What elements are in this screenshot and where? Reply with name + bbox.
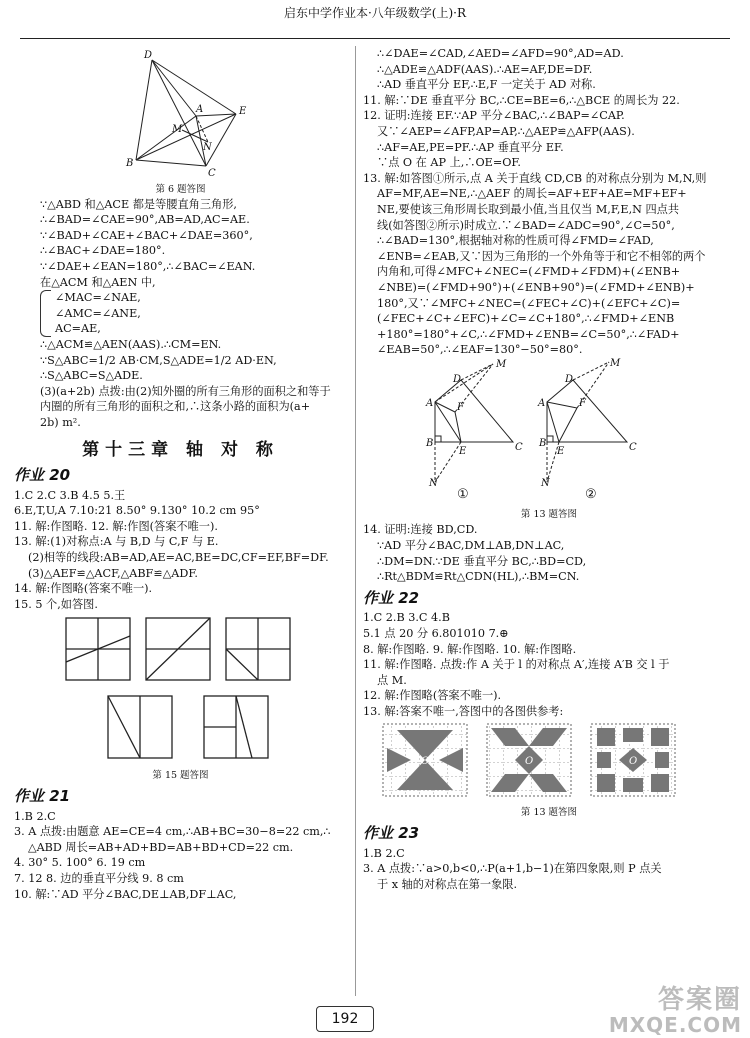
text-line: AF=MF,AE=NE,∴△AEF 的周长=AF+EF+AE=MF+EF+ <box>377 187 687 201</box>
text-line: 5.1 点 20 分 6.801010 7.⊕ <box>363 627 509 641</box>
text-line: ∴∠DAE=∠CAD,∠AED=∠AFD=90°,AD=AD. <box>377 47 624 60</box>
text-line: 1.C 2.B 3.C 4.B <box>363 611 450 625</box>
text-line: ∠NBE)=(∠FMD+90°)+(∠ENB+90°)=(∠FMD+∠ENB)+ <box>377 280 695 294</box>
fig13a-label: A <box>538 397 546 409</box>
text-line: 12. 证明:连接 EF.∵AP 平分∠BAC,∴∠BAP=∠CAP. <box>363 109 625 123</box>
text-line: ∴AD 垂直平分 EF,∴E,F 一定关于 AD 对称. <box>377 78 596 92</box>
hw22-title: 作业 22 <box>363 588 420 607</box>
text-line: ∴Rt△BDM≌Rt△CDN(HL),∴BM=CN. <box>377 570 580 584</box>
text-line: ∠AMC=∠ANE, <box>55 306 141 320</box>
text-line: AC=AE, <box>55 322 101 336</box>
fig13a-caption: 第 13 题答图 <box>520 509 578 521</box>
pattern-panel-2 <box>487 724 571 796</box>
fig13a-label: M <box>610 357 621 369</box>
text-line: 6.E,T,U,A 7.10:21 8.50° 9.130° 10.2 cm 95° <box>14 504 260 518</box>
watermark-text: 答案圈 <box>657 985 742 1015</box>
fig6-label: M <box>172 124 183 135</box>
fig6-label: D <box>144 50 153 61</box>
text-line: ∵∠BAD+∠CAE+∠BAC+∠DAE=360°, <box>40 228 253 242</box>
fig13a-label: F <box>579 397 586 409</box>
grid-center-label: O <box>421 755 430 767</box>
text-line: 11. 解:作图略. 点拨:作 A 关于 l 的对称点 A′,连接 A′B 交 l 于 <box>363 658 670 672</box>
fig13a-label: N <box>429 477 438 489</box>
header-rule <box>20 38 730 39</box>
fig13a-label: M <box>496 358 507 370</box>
text-line: ∵AD 平分∠BAC,DM⊥AB,DN⊥AC, <box>377 539 565 553</box>
text-line: 1.B 2.C <box>14 809 56 823</box>
text-line: 线(如答图②所示)时成立.∵∠BAD=∠ADC=90°,∠C=50°, <box>377 218 675 232</box>
text-line: 13. 解:(1)对称点:A 与 B,D 与 C,F 与 E. <box>14 535 219 549</box>
text-line: 13. 解:如答图①所示,点 A 关于直线 CD,CB 的对称点分别为 M,N,则 <box>363 171 707 185</box>
text-line: ∴AF=AE,PE=PF.∴AP 垂直平分 EF. <box>377 140 564 154</box>
text-line: 7. 12 8. 边的垂直平分线 9. 8 cm <box>14 872 184 885</box>
pattern-panel-1 <box>383 724 467 796</box>
figure-13b <box>363 720 735 802</box>
fig13a-label: A <box>426 397 434 409</box>
fig13a-label: E <box>459 445 467 457</box>
figure-13a <box>363 358 735 504</box>
text-line: 2b) m². <box>40 415 81 429</box>
fig6-label: C <box>208 168 216 178</box>
grid-center-label: O <box>629 755 638 767</box>
text-line: △ABD 周长=AB+AD+BD=AB+BD+CD=22 cm. <box>28 840 294 854</box>
fig13a-label: B <box>539 437 547 449</box>
pattern-panel-3 <box>591 724 675 796</box>
fig6-label: E <box>239 106 247 117</box>
text-line: 于 x 轴的对称点在第一象限. <box>377 877 518 891</box>
fig13b-caption: 第 13 题答图 <box>520 807 578 819</box>
text-line: 内圈的所有三角形的面积之和,∴这条小路的面积为(a+ <box>40 400 311 414</box>
text-line: 180°,又∵∠MFC+∠NEC=(∠FEC+∠C)+(∠EFC+∠C)= <box>377 296 681 310</box>
fig6-label: B <box>126 158 134 169</box>
right-column <box>363 46 735 893</box>
fig13a-label: N <box>541 477 550 489</box>
fig13a-mark: ② <box>585 486 597 502</box>
text-line: ∴∠BAD=∠CAE=90°,AB=AD,AC=AE. <box>40 213 250 227</box>
text-line: (3)(a+2b) 点拨:由(2)知外圈的所有三角形的面积之和等于 <box>40 384 331 398</box>
text-line: 1.B 2.C <box>363 846 405 860</box>
text-line: ∴∠BAD=130°,根据轴对称的性质可得∠FMD=∠FAD, <box>377 234 654 248</box>
text-line: 又∵∠AEP=∠AFP,AP=AP,∴△AEP≌△AFP(AAS). <box>377 124 635 138</box>
text-line: 8. 解:作图略. 9. 解:作图略. 10. 解:作图略. <box>363 642 577 656</box>
text-line: ∴△ACM≌△AEN(AAS).∴CM=EN. <box>40 337 222 351</box>
fig13a-label: E <box>557 445 565 457</box>
fig6-caption: 第 6 题答图 <box>155 183 206 195</box>
text-line: 在△ACM 和△AEN 中, <box>40 275 156 289</box>
text-line: 1.C 2.C 3.B 4.5 5.王 <box>14 488 126 502</box>
text-line: ∵S△ABC=1/2 AB·CM,S△ADE=1/2 AD·EN, <box>40 353 277 367</box>
figure-15 <box>14 612 347 764</box>
text-line: 15. 5 个,如答图. <box>14 597 98 611</box>
running-header: 启东中学作业本·八年级数学(上)·R <box>283 6 467 20</box>
text-line: (∠FEC+∠C+∠EFC)+∠C=∠C+180°,∴∠FMD+∠ENB <box>377 312 675 326</box>
fig13a-label: D <box>453 373 462 385</box>
text-line: ∴△ADE≌△ADF(AAS).∴AE=AF,DE=DF. <box>377 62 593 76</box>
text-line: ∵∠DAE+∠EAN=180°,∴∠BAC=∠EAN. <box>40 259 256 273</box>
chapter-title: 第十三章 轴 对 称 <box>82 439 279 460</box>
fig13a-mark: ① <box>457 486 469 502</box>
text-line: +180°=180°+∠C,∴∠FMD+∠ENB=∠C=50°,∴∠FAD+ <box>377 327 680 341</box>
fig6-label: A <box>196 104 204 115</box>
text-line: 3. A 点拨:∵a>0,b<0,∴P(a+1,b−1)在第四象限,则 P 点关 <box>363 862 662 876</box>
figure-6 <box>14 46 347 178</box>
text-line: ∴∠BAC+∠DAE=180°. <box>40 244 166 258</box>
text-line: (3)△AEF≌△ACF,△ABF≌△ADF. <box>28 566 198 580</box>
column-divider <box>355 46 356 996</box>
text-line: 点 M. <box>377 673 407 687</box>
watermark <box>609 986 742 1036</box>
text-line: ∵点 O 在 AP 上,∴OE=OF. <box>377 156 521 170</box>
text-line: 内角和,可得∠MFC+∠NEC=(∠FMD+∠FDM)+(∠ENB+ <box>377 265 681 279</box>
text-line: ∠ENB=∠EAB,又∵因为三角形的一个外角等于和它不相邻的两个 <box>377 249 706 263</box>
fig6-label: N <box>203 142 212 153</box>
text-line: 12. 解:作图略(答案不唯一). <box>363 689 502 703</box>
congruence-conditions <box>14 290 347 337</box>
text-line: ∴S△ABC=S△ADE. <box>40 369 143 383</box>
text-line: ∴DM=DN.∵DE 垂直平分 BC,∴BD=CD, <box>377 554 587 568</box>
text-line: 4. 30° 5. 100° 6. 19 cm <box>14 856 146 870</box>
page-number: 192 <box>316 1006 374 1032</box>
text-line: 14. 证明:连接 BD,CD. <box>363 523 478 537</box>
brace <box>40 290 51 337</box>
text-line: 14. 解:作图略(答案不唯一). <box>14 582 153 596</box>
fig13a-label: C <box>629 441 637 453</box>
left-column <box>14 46 347 902</box>
text-line: NE,要使该三角形周长取到最小值,当且仅当 M,F,E,N 四点共 <box>377 202 680 216</box>
watermark-url: MXQE.COM <box>608 1013 742 1037</box>
hw21-title: 作业 21 <box>14 787 71 806</box>
fig15-caption: 第 15 题答图 <box>152 770 209 782</box>
fig13a-label: C <box>515 441 523 453</box>
text-line: ∠MAC=∠NAE, <box>55 291 141 305</box>
text-line: ∠EAB=50°,∴∠EAF=130°−50°=80°. <box>377 343 583 357</box>
text-line: 13. 解:答案不唯一,答图中的各图供参考: <box>363 705 564 718</box>
text-line: ∵△ABD 和△ACE 都是等腰直角三角形, <box>40 197 237 211</box>
hw23-title: 作业 23 <box>363 824 420 843</box>
hw20-title: 作业 20 <box>14 466 71 485</box>
grid-center-label: O <box>525 755 534 767</box>
fig13a-label: F <box>457 401 464 413</box>
text-line: 11. 解:∵DE 垂直平分 BC,∴CE=BE=6,∴△BCE 的周长为 22. <box>363 93 680 107</box>
fig13a-label: D <box>565 373 574 385</box>
text-line: (2)相等的线段:AB=AD,AE=AC,BE=DC,CF=EF,BF=DF. <box>28 551 329 565</box>
text-line: 3. A 点拨:由题意 AE=CE=4 cm,∴AB+BC=30−8=22 cm,∴ <box>14 825 331 839</box>
text-line: 10. 解:∵AD 平分∠BAC,DE⊥AB,DF⊥AC, <box>14 887 237 901</box>
fig13a-label: B <box>426 437 434 449</box>
text-line: 11. 解:作图略. 12. 解:作图(答案不唯一). <box>14 519 218 533</box>
